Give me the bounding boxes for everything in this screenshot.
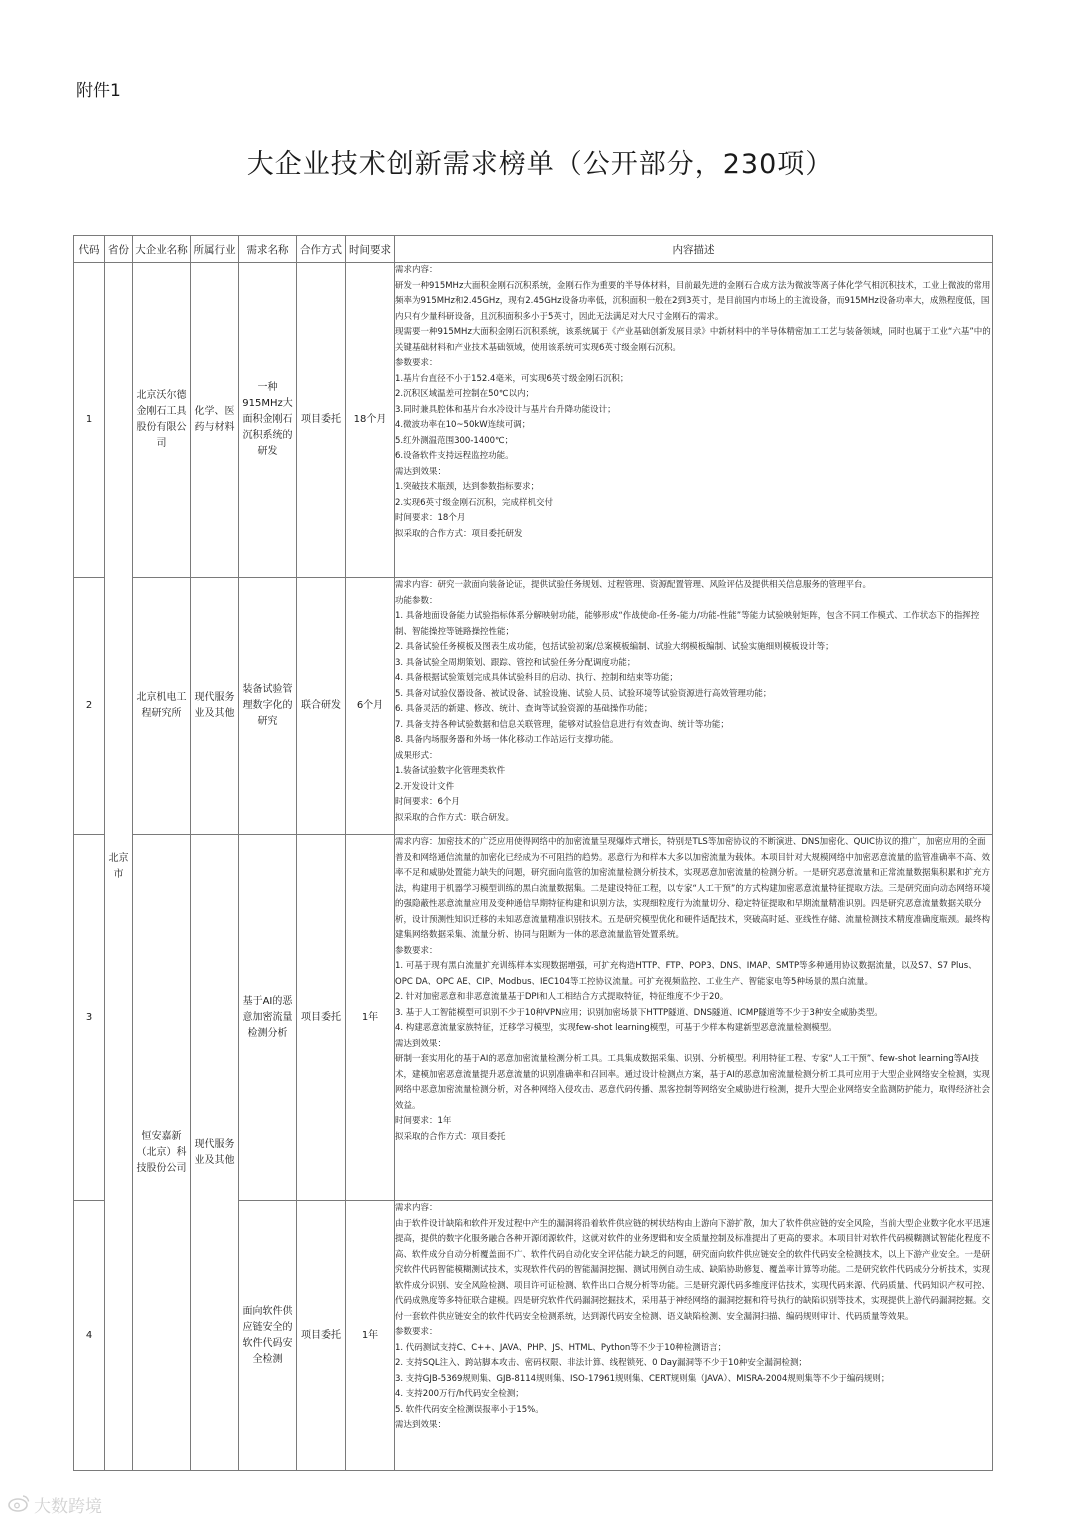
watermark-text: 大数跨境	[34, 1497, 102, 1517]
watermark	[8, 1492, 102, 1517]
row-coop: 联合研发	[297, 578, 346, 835]
table-row	[74, 835, 993, 1201]
desc-line: 需达到效果：	[395, 1038, 447, 1049]
desc-line: 1.基片台直径不小于152.4毫米，可实现6英寸级金刚石沉积；	[395, 373, 629, 384]
desc-line: 8. 具备内场服务器和外场一体化移动工作站运行支撑功能。	[395, 735, 619, 745]
desc-line: 需求内容：加密技术的广泛应用使得网络中的加密流量呈现爆炸式增长，特别是TLS等加密协议的不断演进、DNS加密化、QUIC协议的推广，加密应用的全面普及和网络通信流量的加密化已经成为不可阻挡的趋势。恶意行为和样本大多以加密流量为载体。本项目针对大规模网络中加密恶意流量的监管准确率不高、效率不足和威胁处置能力缺失的问题，研究面向监管的加密流量检测分析技术，实现恶意加密流量的检测分析。一是研究恶意流量和正常流量数据集积累和扩充方法，构建用于机器学习模型训练的黑白流量数据集。二是建设特征工程，以专家“人工干预”的方式构建加密恶意流量特征提取方法。三是研究面向动态网络环境的强隐蔽性恶意流量应用及变种通信早期特征构建和识别方法，实现细粒度行为流量切分、稳定特征提取和早期流量精准识别。四是研究恶意流量数据关联分析，设计预测性知识迁移的未知恶意流量精准识别技术。五是研究模型优化和硬件适配技术，突破高时延、亚线性存储、流量检测技术精度准确度瓶颈。最终构建集网络数据采集、流量分析、协同与阻断为一体的恶意流量监管处置系统。	[395, 837, 991, 940]
desc-line: 2.实现6英寸级金刚石沉积，完成样机交付	[395, 497, 554, 508]
header-demand: 需求名称	[239, 236, 297, 263]
desc-line: 拟采取的合作方式：联合研发。	[395, 812, 515, 823]
header-code: 代码	[74, 236, 105, 263]
row-time: 1年	[346, 835, 395, 1201]
desc-line: 研发一种915MHz大面积金刚石沉积系统，金刚石作为重要的半导体材料，目前最先进的金刚石合成方法为微波等离子体化学气相沉积技术，工业上微波的常用频率为915MHz和2.45GHz，现有2.45GHz设备功率低，沉积面积一般在2到3英寸，是目前国内市场上的主流设备，而915MHz设备功率大，成熟程度低，国内只有少量科研设备，且沉积面积多小于5英寸，因此无法满足对大尺寸金刚石的需求。	[395, 280, 991, 322]
desc-line: 3. 具备试验全周期策划、跟踪、管控和试验任务分配调度功能；	[395, 657, 636, 668]
desc-line: 需达到效果：	[395, 466, 447, 477]
table-row	[74, 578, 993, 835]
weibo-icon	[8, 1494, 30, 1517]
row-industry: 现代服务业及其他	[191, 578, 239, 835]
row-demand: 装备试验管理数字化的研究	[239, 578, 297, 835]
desc-line: 2. 针对加密恶意和非恶意流量基于DPI和人工相结合方式提取特征，特征维度不少于20。	[395, 992, 729, 1002]
header-company: 大企业名称	[133, 236, 191, 263]
demand-table	[73, 235, 993, 1471]
desc-line: 现需要一种915MHz大面积金刚石沉积系统，该系统属于《产业基础创新发展目录》中新材料中的半导体精密加工工艺与装备领域，同时也属于工业“六基”中的关键基础材料和产业技术基础领域，使用该系统可实现6英寸级金刚石沉积。	[395, 327, 991, 353]
desc-line: 2. 支持SQL注入、跨站脚本攻击、密码权限、非法计算、线程锁死、0 Day漏洞等不少于10种安全漏洞检测；	[395, 1358, 807, 1368]
desc-line: 研制一套实用化的基于AI的恶意加密流量检测分析工具。工具集成数据采集、识别、分析模型。利用特征工程、专家“人工干预”、few-shot learning等AI技术，建模加密恶意流量提升恶意流量的识别准确率和召回率。通过设计检测点方案，基于AI的恶意加密流量检测分析工具可应用于大型企业网络安全检测，实现网络中恶意加密流量检测分析，对各种网络入侵攻击、恶意代码传播、黑客控制等网络安全威胁进行检测，提升大型企业网络安全监测防护能力，取得经济社会效益。	[395, 1054, 991, 1111]
row-description	[395, 835, 993, 1201]
desc-line: 参数要求：	[395, 945, 438, 956]
desc-line: 6. 具备灵活的新建、修改、统计、查询等试验资源的基础操作功能；	[395, 704, 653, 714]
desc-line: 3. 基于人工智能模型可识别不少于10种VPN应用；识别加密场景下HTTP隧道、DNS隧道、ICMP隧道等不少于3种安全威胁类型。	[395, 1007, 883, 1018]
row-coop: 项目委托	[297, 263, 346, 578]
row-code: 4	[74, 1201, 105, 1471]
desc-line: 需求内容：	[395, 265, 438, 275]
desc-line: 4. 构建恶意流量家族特征，迁移学习模型，实现few-shot learning模型，可基于少样本构建新型恶意流量检测模型。	[395, 1023, 837, 1033]
row-demand: 面向软件供应链安全的软件代码安全检测	[239, 1201, 297, 1471]
desc-line: 拟采取的合作方式：项目委托研发	[395, 528, 523, 539]
header-coop: 合作方式	[297, 236, 346, 263]
header-desc: 内容描述	[395, 236, 993, 263]
desc-line: 1. 具备地面设备能力试验指标体系分解映射功能，能够形成“作战使命-任务-能力/功能-性能”等能力试验映射矩阵，包含不同工作模式、工作状态下的指挥控制、智能操控等链路操控性能；	[395, 611, 980, 637]
desc-line: 需达到效果：	[395, 1420, 447, 1430]
desc-line: 4. 具备根据试验策划完成具体试验科目的启动、执行、控制和结束等功能；	[395, 673, 678, 683]
desc-line: 1. 代码测试支持C、C++、JAVA、PHP、JS、HTML、Python等不少于10种检测语言；	[395, 1342, 727, 1353]
row-demand: 基于AI的恶意加密流量检测分析	[239, 835, 297, 1201]
desc-line: 拟采取的合作方式：项目委托	[395, 1131, 506, 1142]
desc-line: 参数要求：	[395, 1327, 438, 1337]
header-time: 时间要求	[346, 236, 395, 263]
row-description	[395, 1201, 993, 1471]
desc-line: 1.装备试验数字化管理类软件	[395, 766, 506, 776]
desc-line: 需求内容：	[395, 1203, 438, 1213]
header-province: 省份	[105, 236, 133, 263]
row-time: 1年	[346, 1201, 395, 1471]
desc-line: 3.同时兼具腔体和基片台水冷设计与基片台升降功能设计；	[395, 404, 616, 415]
row-time: 18个月	[346, 263, 395, 578]
desc-line: 4. 支持200万行/h代码安全检测；	[395, 1389, 524, 1399]
desc-line: 4.微波功率在10~50kW连续可调；	[395, 420, 531, 430]
desc-line: 2.开发设计文件	[395, 781, 455, 792]
row-company: 北京沃尔德金刚石工具股份有限公司	[133, 263, 191, 578]
row-description	[395, 263, 993, 578]
province-cell: 北京市	[105, 263, 133, 1471]
row-industry: 现代服务业及其他	[191, 835, 239, 1471]
row-industry: 化学、医药与材料	[191, 263, 239, 578]
desc-line: 7. 具备支持各种试验数据和信息关联管理，能够对试验信息进行有效查询、统计等功能；	[395, 719, 729, 730]
desc-line: 时间要求：18个月	[395, 513, 466, 523]
desc-line: 5. 软件代码安全检测误报率小于15%。	[395, 1404, 544, 1415]
desc-line: 3. 支持GJB-5369规则集、GJB-8114规则集、ISO-17961规则集、CERT规则集（JAVA）、MISRA-2004规则集等不少于编码规则；	[395, 1373, 890, 1384]
desc-line: 6.设备软件支持远程监控功能。	[395, 451, 514, 461]
attachment-label: 附件1	[76, 81, 121, 101]
row-time: 6个月	[346, 578, 395, 835]
row-coop: 项目委托	[297, 835, 346, 1201]
desc-line: 5.红外测温范围300-1400℃；	[395, 435, 514, 446]
desc-line: 功能参数：	[395, 595, 438, 606]
desc-line: 1.突破技术瓶颈，达到参数指标要求；	[395, 482, 540, 492]
desc-line: 由于软件设计缺陷和软件开发过程中产生的漏洞将沿着软件供应链的树状结构由上游向下游扩散，加大了软件供应链的安全风险，当前大型企业数字化水平迅速提高，提供的数字化服务融合各种开源闭源软件，这就对软件的业务逻辑和安全质量控制及标准提出了更高的要求。本项目针对软件代码模糊测试智能化程度不高、软件成分自动分析覆盖面不广、软件代码自动化安全评估能力缺乏的问题，研究面向软件供应链安全的软件代码安全检测技术，以上下游产业安全。一是研究软件代码智能模糊测试技术，实现软件代码的智能漏洞挖掘、测试用例自动生成、缺陷协助修复、覆盖率计算等功能。二是研究软件代码成分分析技术，实现软件成分识别、安全风险检测、项目许可证检测、软件出口合规分析等功能。三是研究源代码多维度评估技术，实现代码来源、代码质量、代码知识产权可控、代码成熟度等多特征联合建模。四是研究软件代码漏洞挖掘技术，采用基于神经网络的漏洞挖掘和符号执行的缺陷识别等技术，实现提供上游代码漏洞挖掘。交付一套软件供应链安全的软件代码安全检测系统，达到源代码安全检测、语义缺陷检测、安全漏洞扫描、编码规则审计、代码质量等效果。	[395, 1218, 991, 1322]
row-code: 3	[74, 835, 105, 1201]
row-demand: 一种915MHz大面积金刚石沉积系统的研发	[239, 263, 297, 578]
desc-line: 2.沉积区域温差可控制在50℃以内；	[395, 389, 534, 399]
row-company: 恒安嘉新（北京）科技股份公司	[133, 835, 191, 1471]
row-company: 北京机电工程研究所	[133, 578, 191, 835]
desc-line: 需求内容：研究一款面向装备论证，提供试验任务规划、过程管理、资源配置管理、风险评估及提供相关信息服务的管理平台。	[395, 580, 872, 590]
header-industry: 所属行业	[191, 236, 239, 263]
table-row	[74, 263, 993, 578]
page-title: 大企业技术创新需求榜单（公开部分，230项）	[246, 149, 834, 180]
table-header-row	[74, 236, 993, 263]
desc-line: 5. 具备对试验仪器设备、被试设备、试验设施、试验人员、试验环境等试验资源进行高效管理功能；	[395, 688, 772, 699]
desc-line: 1. 可基于现有黑白流量扩充训练样本实现数据增强，可扩充构造HTTP、FTP、POP3、DNS、IMAP、SMTP等多种通用协议数据流量，以及S7、S7 Plus、OPC DA、OPC AE、CIP、Modbus、IEC104等工控协议流量。可扩充视频监控、工业生产、智能家电等5种场景的黑白流量。	[395, 961, 977, 987]
row-code: 1	[74, 263, 105, 578]
desc-line: 成果形式：	[395, 750, 438, 761]
desc-line: 参数要求：	[395, 358, 438, 368]
row-code: 2	[74, 578, 105, 835]
desc-line: 时间要求：6个月	[395, 797, 460, 807]
desc-line: 时间要求：1年	[395, 1116, 452, 1126]
desc-line: 2. 具备试验任务模板及图表生成功能，包括试验初案/总案模板编制、试验大纲模板编制、试验实施细则模板设计等；	[395, 642, 834, 652]
row-coop: 项目委托	[297, 1201, 346, 1471]
row-description	[395, 578, 993, 835]
